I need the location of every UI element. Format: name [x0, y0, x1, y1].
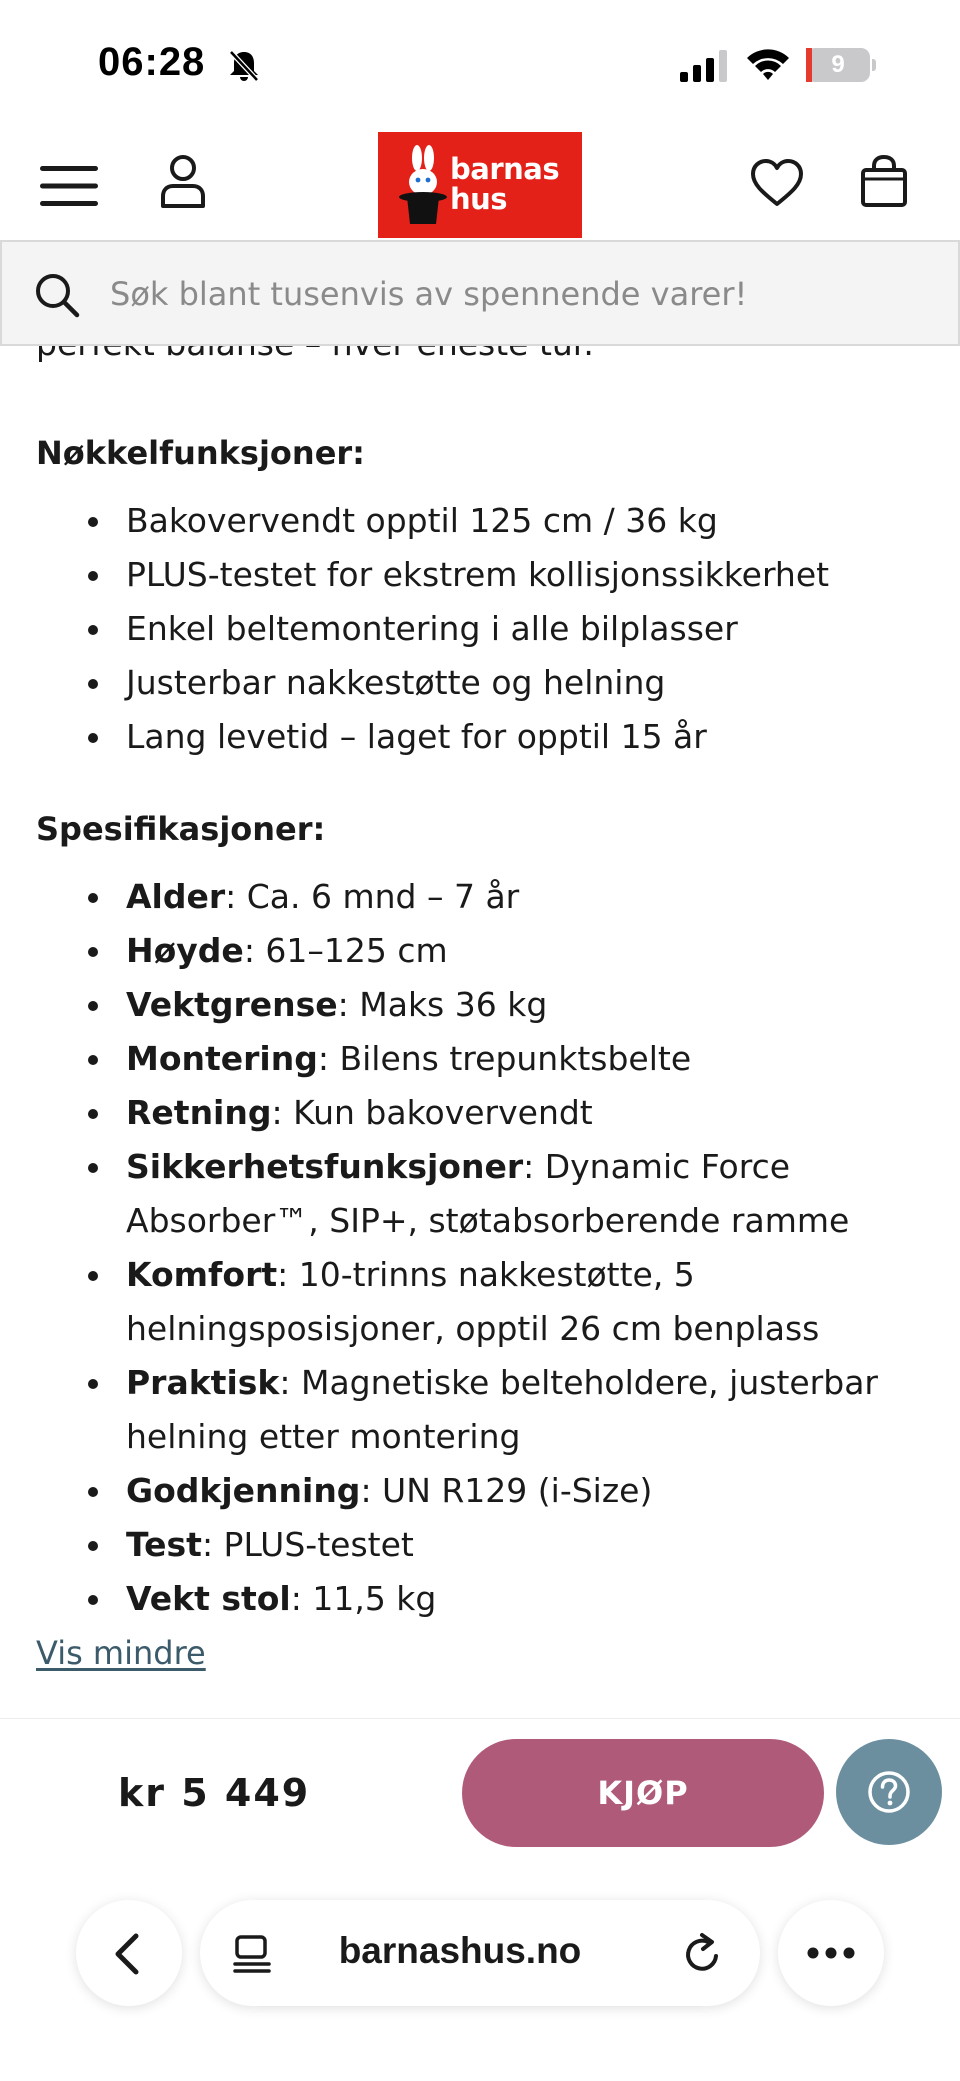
- spec-label: Vektgrense: [126, 985, 338, 1024]
- specs-heading: Spesifikasjoner:: [36, 810, 326, 848]
- question-mark-icon: [867, 1770, 911, 1814]
- status-time: 06:28: [98, 40, 206, 84]
- battery-level: 9: [831, 51, 845, 78]
- list-item: [36, 1518, 936, 1572]
- browser-toolbar: [0, 1878, 960, 2081]
- spec-value: : Kun bakovervendt: [271, 1093, 593, 1132]
- specs-list: [36, 870, 936, 1626]
- site-header: [0, 130, 960, 240]
- back-button[interactable]: [76, 1900, 182, 2006]
- list-item: [36, 1572, 936, 1626]
- spec-label: Vekt stol: [126, 1579, 291, 1618]
- list-item: Lang levetid – laget for opptil 15 år: [36, 710, 936, 764]
- logo-line-1: barnas: [450, 152, 560, 186]
- features-list: [36, 494, 936, 764]
- list-item: PLUS-testet for ekstrem kollisjonssikkerhet: [36, 548, 936, 602]
- buy-button[interactable]: KJØP: [462, 1739, 824, 1847]
- list-item: [36, 924, 936, 978]
- list-item: [36, 1248, 936, 1356]
- account-icon[interactable]: [160, 154, 206, 210]
- spec-label: Høyde: [126, 931, 244, 970]
- list-item: [36, 1464, 936, 1518]
- address-text[interactable]: barnashus.no: [338, 1930, 582, 1971]
- help-button[interactable]: [836, 1739, 942, 1845]
- logo-text: [450, 154, 559, 214]
- list-item: [36, 1032, 936, 1086]
- logo-line-2: hus: [450, 182, 508, 216]
- spec-label: Godkjenning: [126, 1471, 361, 1510]
- spec-value: : 61–125 cm: [243, 931, 448, 970]
- heart-icon[interactable]: [750, 158, 804, 208]
- spec-label: Praktisk: [126, 1363, 280, 1402]
- spec-label: Test: [126, 1525, 202, 1564]
- menu-icon[interactable]: [40, 164, 98, 208]
- price: kr 5 449: [118, 1771, 311, 1815]
- list-item: [36, 1140, 936, 1248]
- spec-value: : 11,5 kg: [290, 1579, 437, 1618]
- purchase-bar: [0, 1718, 960, 1878]
- more-icon: [806, 1946, 856, 1960]
- search-icon: [34, 272, 80, 318]
- spec-value: : 10-trinns nakkestøtte, 5 helningsposisjoner, opptil 26 cm benplass: [126, 1255, 820, 1348]
- spec-label: Komfort: [126, 1255, 278, 1294]
- spec-value: : Ca. 6 mnd – 7 år: [225, 877, 520, 916]
- spec-value: : Magnetiske belteholdere, justerbar helning etter montering: [126, 1363, 878, 1456]
- spec-label: Sikkerhetsfunksjoner: [126, 1147, 524, 1186]
- list-item: Bakovervendt opptil 125 cm / 36 kg: [36, 494, 936, 548]
- search-input[interactable]: [110, 266, 930, 322]
- list-item: [36, 1086, 936, 1140]
- shopping-bag-icon[interactable]: [860, 154, 908, 208]
- list-item: [36, 870, 936, 924]
- spec-value: : UN R129 (i-Size): [360, 1471, 653, 1510]
- wifi-icon: [745, 46, 791, 82]
- cellular-signal-icon: [680, 50, 730, 82]
- show-less-link[interactable]: Vis mindre: [36, 1634, 206, 1672]
- back-icon: [110, 1932, 146, 1976]
- reload-icon[interactable]: [682, 1932, 724, 1976]
- brand-logo[interactable]: [378, 132, 582, 238]
- list-item: [36, 978, 936, 1032]
- list-item: [36, 1356, 936, 1464]
- battery-icon: [806, 48, 876, 82]
- features-heading: Nøkkelfunksjoner:: [36, 434, 365, 472]
- spec-value: : Maks 36 kg: [337, 985, 548, 1024]
- search-bar[interactable]: [0, 240, 960, 346]
- spec-label: Alder: [126, 877, 226, 916]
- list-item: Enkel beltemontering i alle bilplasser: [36, 602, 936, 656]
- spec-value: : Dynamic Force Absorber™, SIP+, støtabsorberende ramme: [126, 1147, 850, 1240]
- spec-label: Retning: [126, 1093, 272, 1132]
- rabbit-hat-icon: [398, 144, 448, 228]
- spec-value: : Bilens trepunktsbelte: [317, 1039, 692, 1078]
- tabs-icon[interactable]: [232, 1934, 272, 1974]
- bell-slash-icon: [226, 48, 262, 84]
- spec-label: Montering: [126, 1039, 318, 1078]
- more-button[interactable]: [778, 1900, 884, 2006]
- address-bar[interactable]: [200, 1900, 760, 2006]
- status-bar: [0, 0, 960, 130]
- list-item: Justerbar nakkestøtte og helning: [36, 656, 936, 710]
- product-description: [36, 346, 936, 1716]
- spec-value: : PLUS-testet: [201, 1525, 414, 1564]
